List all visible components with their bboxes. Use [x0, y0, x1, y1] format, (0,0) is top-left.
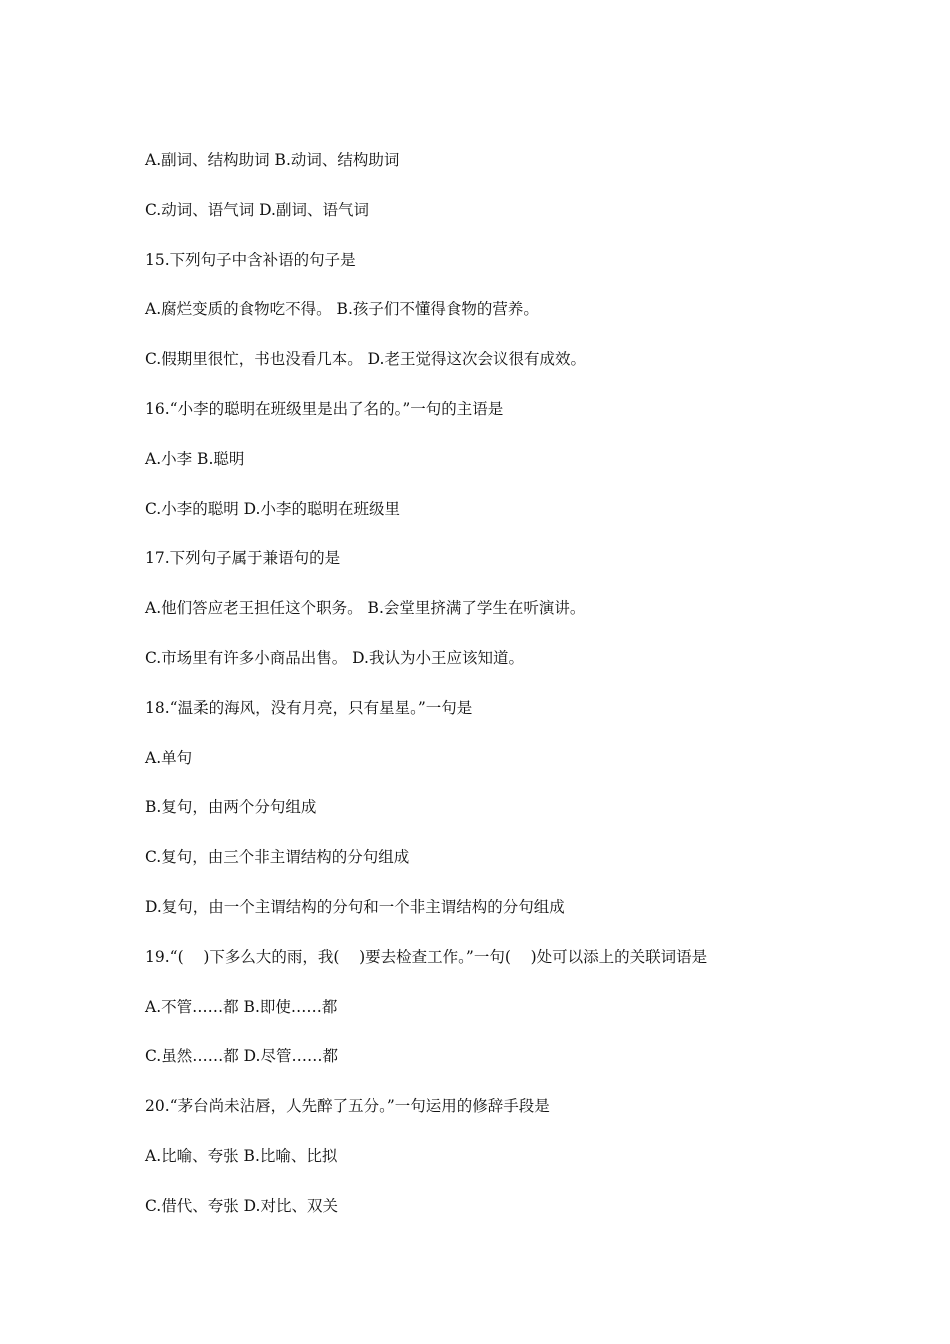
question-19: 19.“( )下多么大的雨，我( )要去检查工作。”一句( )处可以添上的关联词语是 [145, 947, 708, 966]
option-line: C.虽然……都 D.尽管……都 [145, 1047, 338, 1066]
option-line: A.腐烂变质的食物吃不得。 B.孩子们不懂得食物的营养。 [145, 300, 539, 319]
option-line: D.复句，由一个主谓结构的分句和一个非主谓结构的分句组成 [145, 897, 565, 916]
option-line: A.不管……都 B.即使……都 [145, 997, 338, 1016]
question-18: 18.“温柔的海风，没有月亮，只有星星。”一句是 [145, 698, 473, 717]
option-line: A.他们答应老王担任这个职务。 B.会堂里挤满了学生在听演讲。 [145, 599, 586, 618]
option-line: C.假期里很忙，书也没看几本。 D.老王觉得这次会议很有成效。 [145, 350, 586, 369]
question-17: 17.下列句子属于兼语句的是 [145, 549, 341, 568]
option-line: A.副词、结构助词 B.动词、结构助词 [145, 151, 400, 169]
option-line: C.小李的聪明 D.小李的聪明在班级里 [145, 499, 400, 518]
question-20: 20.“茅台尚未沾唇，人先醉了五分。”一句运用的修辞手段是 [145, 1097, 550, 1116]
option-line: C.借代、夸张 D.对比、双关 [145, 1196, 338, 1215]
document-body [145, 148, 865, 1244]
option-line: C.市场里有许多小商品出售。 D.我认为小王应该知道。 [145, 648, 524, 667]
option-line: C.动词、语气词 D.副词、语气词 [145, 200, 369, 219]
question-15: 15.下列句子中含补语的句子是 [145, 250, 356, 269]
option-line: A.小李 B.聪明 [145, 449, 245, 468]
option-line: A.单句 [145, 748, 193, 767]
option-line: A.比喻、夸张 B.比喻、比拟 [145, 1146, 338, 1165]
question-16: 16.“小李的聪明在班级里是出了名的。”一句的主语是 [145, 399, 504, 418]
option-line: C.复句，由三个非主谓结构的分句组成 [145, 848, 410, 867]
option-line: B.复句，由两个分句组成 [145, 798, 317, 817]
